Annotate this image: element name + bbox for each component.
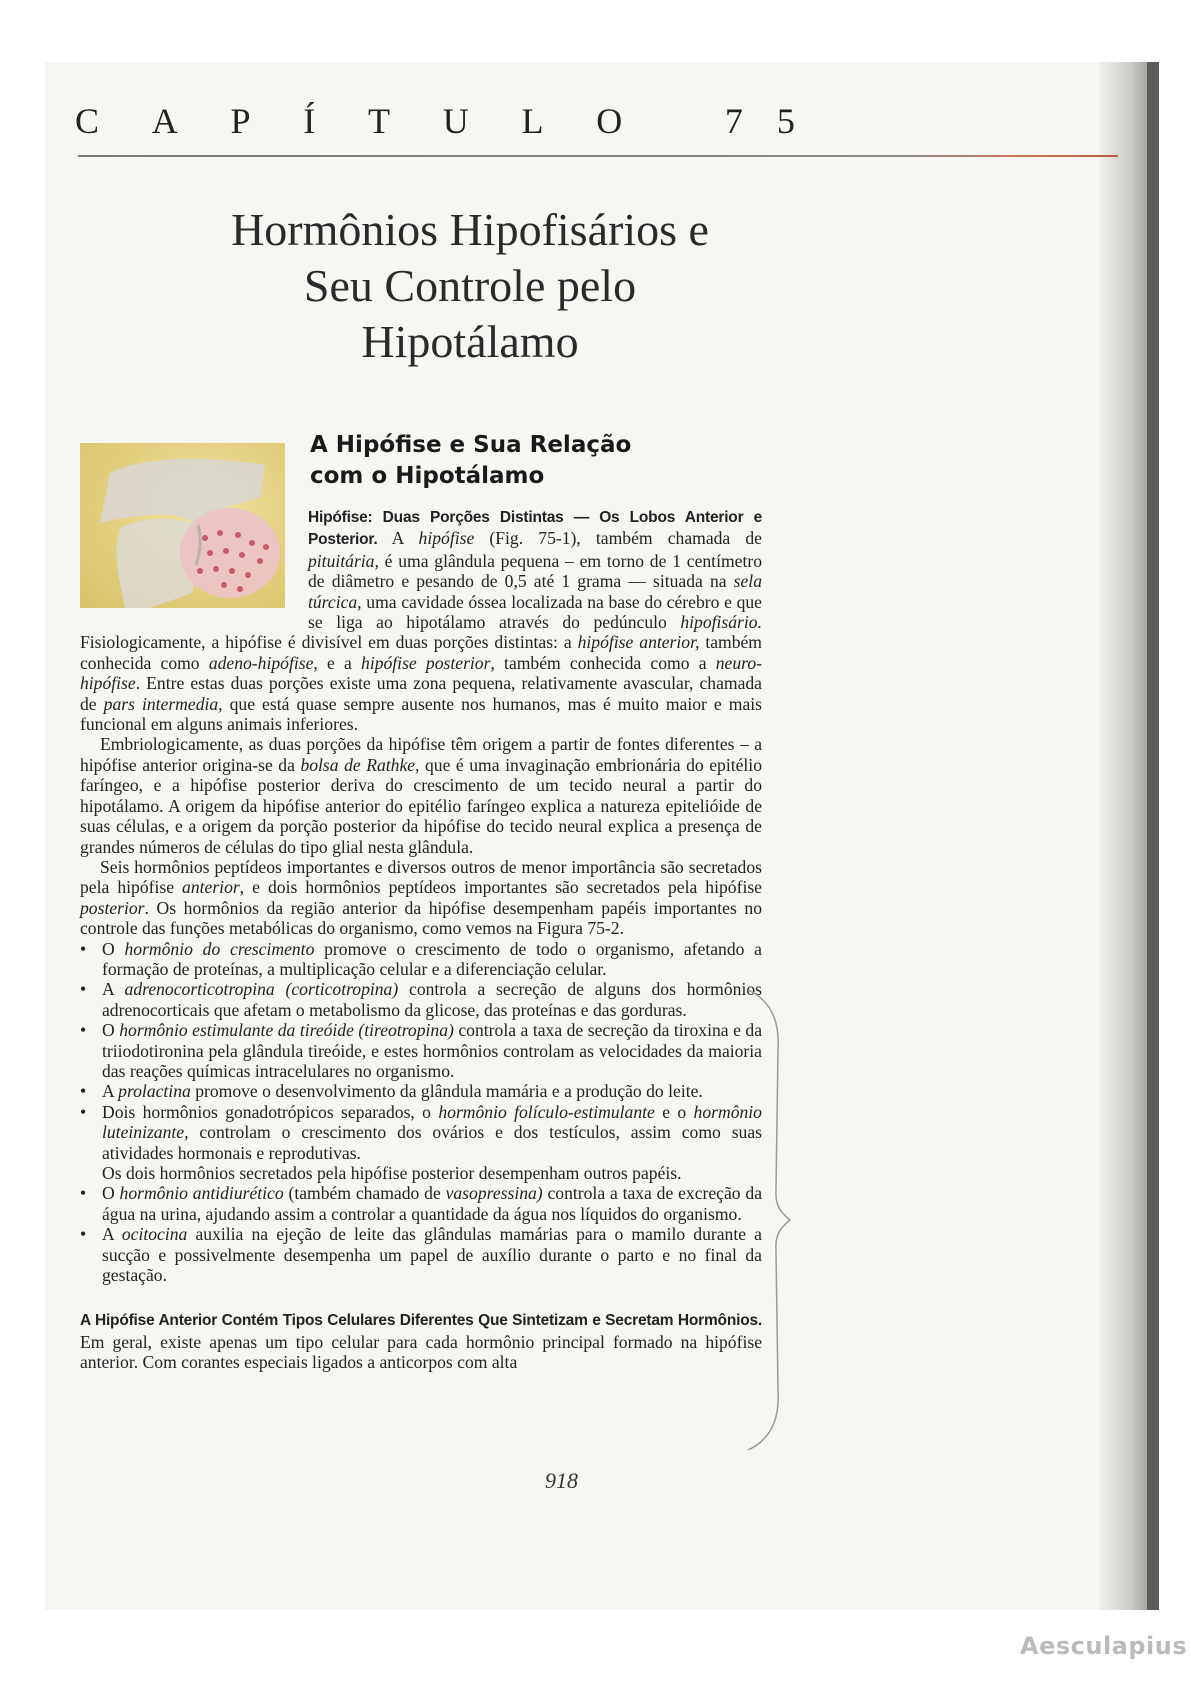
chapter-digit: 7 bbox=[724, 101, 743, 141]
chapter-header bbox=[75, 100, 795, 142]
margin-brace-mark bbox=[740, 990, 800, 1450]
posterior-hormone-list bbox=[80, 1183, 762, 1285]
run-in-heading: Hipófise: Duas Porções Distintas — Os Lobos Anterior e Posterior. bbox=[308, 509, 762, 549]
body-text bbox=[80, 506, 762, 1373]
list-item: • A prolactina promove o desenvolvimento da glândula mamária e a produção do leite. bbox=[80, 1081, 762, 1101]
header-rule bbox=[78, 155, 1118, 157]
watermark: Aesculapius bbox=[1020, 1632, 1188, 1660]
list-item: • Dois hormônios gonadotrópicos separados, o hormônio folículo-estimulante e o hormônio luteinizante, controlam o crescimento dos ovários e dos testículos, assim como suas atividades hormonais e reprodutivas. bbox=[80, 1102, 762, 1163]
list-item: • O hormônio estimulante da tireóide (tireotropina) controla a taxa de secreção da tiroxina e da triiodotironina pela glândula tireóide, e estes hormônios controlam as velocidades da maioria das reações químicas intracelulares no organismo. bbox=[80, 1020, 762, 1081]
list-item: • O hormônio antidiurético (também chamado de vasopressina) controla a taxa de excreção da água na urina, ajudando assim a controlar a quantidade da água nos líquidos do organismo. bbox=[80, 1183, 762, 1224]
chapter-letter: L bbox=[521, 101, 544, 141]
section-heading-line: A Hipófise e Sua Relação bbox=[310, 432, 632, 458]
page-edge bbox=[1147, 62, 1159, 1610]
paragraph-3: Seis hormônios peptídeos importantes e diversos outros de menor importância são secretados pela hipófise anterior, e dois hormônios peptídeos importantes são secretados pela hipófise posterior. Os hormônios da região anterior da hipófise desempenham papéis importantes no controle das funções metabólicas do organismo, como vemos na Figura 75-2. bbox=[80, 856, 762, 939]
chapter-letter: U bbox=[442, 101, 469, 141]
section-heading bbox=[310, 430, 710, 492]
chapter-letter: C bbox=[75, 101, 100, 141]
run-in-heading: A Hipófise Anterior Contém Tipos Celulares Diferentes Que Sintetizam e Secretam Hormônios. bbox=[80, 1312, 762, 1330]
title-line: Hormônios Hipofisários e bbox=[231, 204, 709, 255]
list-continuation: Os dois hormônios secretados pela hipófise posterior desempenham outros papéis. bbox=[102, 1163, 682, 1183]
hormone-list bbox=[80, 939, 762, 1163]
chapter-letter: P bbox=[230, 101, 251, 141]
paragraph-1: Hipófise: Duas Porções Distintas — Os Lobos Anterior e Posterior. A hipófise (Fig. 75-1), também chamada de pituitária, é uma glândula pequena – em torno de 1 centímetro de diâmetro e pesando de 0,5 até 1 grama — situada na sela túrcica, uma cavidade óssea localizada na base do cérebro e que se liga ao hipotálamo através do pedúnculo hipofisário. Fisiologicamente, a hipófise é divisível em duas porções distintas: a hipófise anterior, também conhecida como adeno-hipófise, e a hipófise posterior, também conhecida como a neuro-hipófise. Entre estas duas porções existe uma zona pequena, relativamente avascular, chamada de pars intermedia, que está quase sempre ausente nos humanos, mas é muito maior e mais funcional em alguns animais inferiores. bbox=[80, 506, 762, 734]
chapter-letter: A bbox=[151, 101, 178, 141]
title-line: Seu Controle pelo bbox=[303, 260, 637, 311]
paragraph-4: A Hipófise Anterior Contém Tipos Celulares Diferentes Que Sintetizam e Secretam Hormônios. Em geral, existe apenas um tipo celular para cada hormônio principal formado na hipófise anterior. Com corantes especiais ligados a anticorpos com alta bbox=[80, 1312, 762, 1373]
title-line: Hipotálamo bbox=[361, 316, 579, 367]
list-item: • A ocitocina auxilia na ejeção de leite das glândulas mamárias para o mamilo durante a sucção e possivelmente desempenha um papel de auxílio durante o parto e no final da gestação. bbox=[80, 1224, 762, 1285]
list-item: • O hormônio do crescimento promove o crescimento de todo o organismo, afetando a formação de proteínas, a multiplicação celular e a diferenciação celular. bbox=[80, 939, 762, 980]
page-number: 918 bbox=[545, 1468, 578, 1493]
list-item: • A adrenocorticotropina (corticotropina) controla a secreção de alguns dos hormônios adrenocorticais que afetam o metabolismo da glicose, das proteínas e das gorduras. bbox=[80, 979, 762, 1020]
paragraph-2: Embriologicamente, as duas porções da hipófise têm origem a partir de fontes diferentes – a hipófise anterior origina-se da bolsa de Rathke, que é uma invaginação embrionária do epitélio faríngeo, e a hipófise posterior deriva do crescimento de um tecido neural a partir do hipotálamo. A origem da hipófise anterior do epitélio faríngeo explica a natureza epitelióide de suas células, e a origem da porção posterior da hipófise do tecido neural explica a presença de grandes números de células do tipo glial nesta glândula. bbox=[80, 734, 762, 857]
chapter-digit: 5 bbox=[776, 101, 795, 141]
chapter-letter: T bbox=[367, 101, 390, 141]
chapter-letter: Í bbox=[303, 101, 316, 141]
chapter-title bbox=[130, 202, 810, 370]
chapter-letter: O bbox=[596, 101, 623, 141]
illustration-spacer bbox=[80, 506, 308, 616]
chapter-number bbox=[725, 100, 795, 142]
section-heading-line: com o Hipotálamo bbox=[310, 463, 545, 489]
